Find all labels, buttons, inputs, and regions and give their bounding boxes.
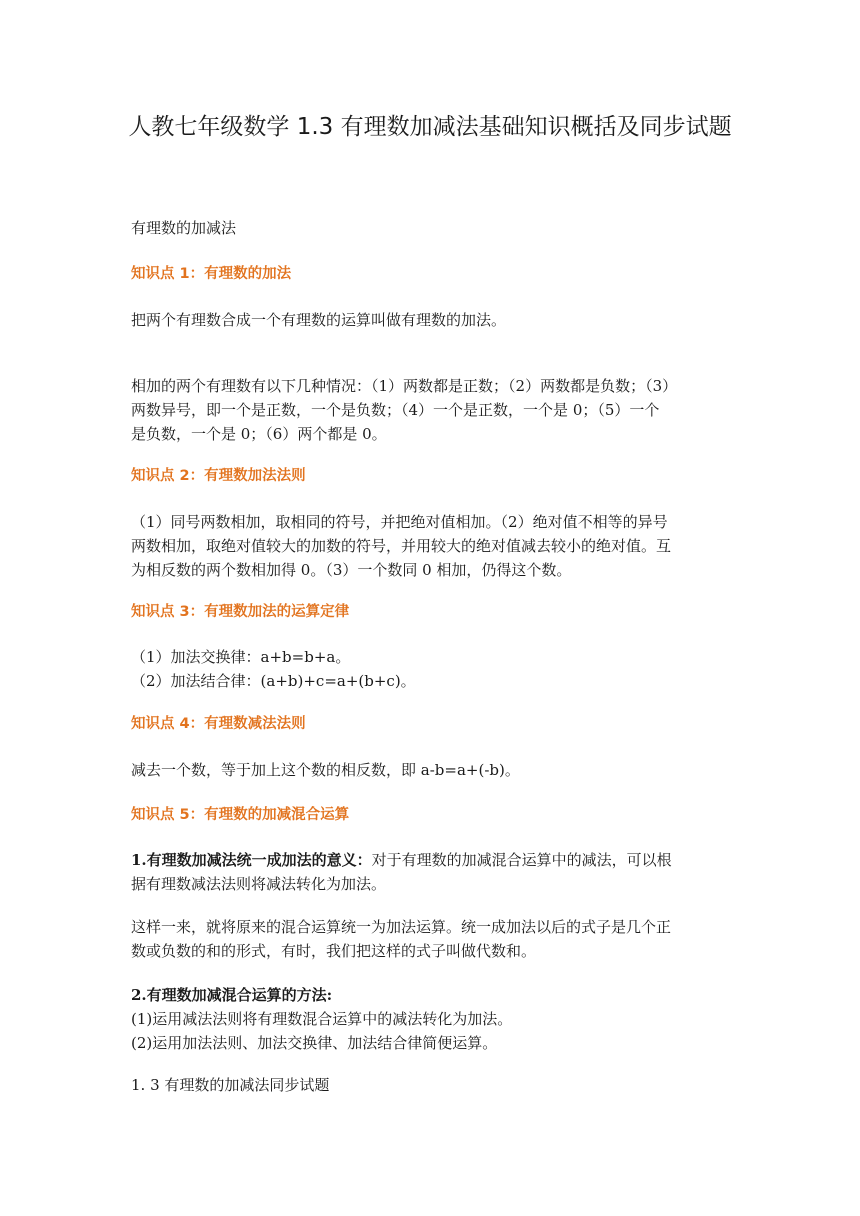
meaning-rest: 对于有理数的加减混合运算中的减法，可以根 <box>371 851 672 869</box>
section-title: 有理数的加减法 <box>131 219 237 237</box>
methods-lead: 2.有理数加减混合运算的方法: <box>131 986 333 1004</box>
text-line: 两数异号，即一个是正数，一个是负数；（4）一个是正数，一个是 0；（5）一个 <box>131 401 660 419</box>
text-line: 相加的两个有理数有以下几种情况：（1）两数都是正数；（2）两数都是负数；（3） <box>131 377 678 395</box>
text-line: 据有理数减法法则将减法转化为加法。 <box>131 875 387 893</box>
knowledge-point-4-paragraph: 减去一个数，等于加上这个数的相反数，即 a-b=a+(-b)。 <box>131 761 520 779</box>
knowledge-point-2-rules <box>131 510 731 582</box>
commutative-law: （1）加法交换律：a+b=b+a。 <box>131 648 351 666</box>
knowledge-point-1-paragraph: 把两个有理数合成一个有理数的运算叫做有理数的加法。 <box>131 311 507 329</box>
knowledge-point-5-methods <box>131 983 731 1055</box>
text-line: (2)运用加法法则、加法交换律、加法结合律简便运算。 <box>131 1034 498 1052</box>
text-line: 两数相加，取绝对值较大的加数的符号，并用较大的绝对值减去较小的绝对值。互 <box>131 537 672 555</box>
text-line: 这样一来，就将原来的混合运算统一为加法运算。统一成加法以后的式子是几个正 <box>131 918 672 936</box>
knowledge-point-5-meaning <box>131 848 731 896</box>
meaning-lead: 1.有理数加减法统一成加法的意义： <box>131 851 372 869</box>
associative-law: （2）加法结合律：(a+b)+c=a+(b+c)。 <box>131 672 416 690</box>
text-line <box>131 848 731 872</box>
text-line: （1）同号两数相加，取相同的符号，并把绝对值相加。（2）绝对值不相等的异号 <box>131 513 668 531</box>
knowledge-point-5-heading: 知识点 5：有理数的加减混合运算 <box>131 807 350 823</box>
document-title: 人教七年级数学 1.3 有理数加减法基础知识概括及同步试题 <box>128 114 732 140</box>
text-line: (1)运用减法法则将有理数混合运算中的减法转化为加法。 <box>131 1010 513 1028</box>
knowledge-point-1-cases <box>131 374 731 446</box>
text-line: 为相反数的两个数相加得 0。（3）一个数同 0 相加，仍得这个数。 <box>131 561 572 579</box>
knowledge-point-3-laws <box>131 645 731 693</box>
text-line: 数或负数的和的形式，有时，我们把这样的式子叫做代数和。 <box>131 942 537 960</box>
knowledge-point-1-heading: 知识点 1：有理数的加法 <box>131 266 292 282</box>
knowledge-point-3-heading: 知识点 3：有理数加法的运算定律 <box>131 604 350 620</box>
knowledge-point-2-heading: 知识点 2：有理数加法法则 <box>131 468 306 484</box>
knowledge-point-4-heading: 知识点 4：有理数减法法则 <box>131 716 306 732</box>
sync-questions-title: 1. 3 有理数的加减法同步试题 <box>131 1076 330 1094</box>
knowledge-point-5-explanation <box>131 915 731 963</box>
text-line: 是负数，一个是 0；（6）两个都是 0。 <box>131 425 387 443</box>
